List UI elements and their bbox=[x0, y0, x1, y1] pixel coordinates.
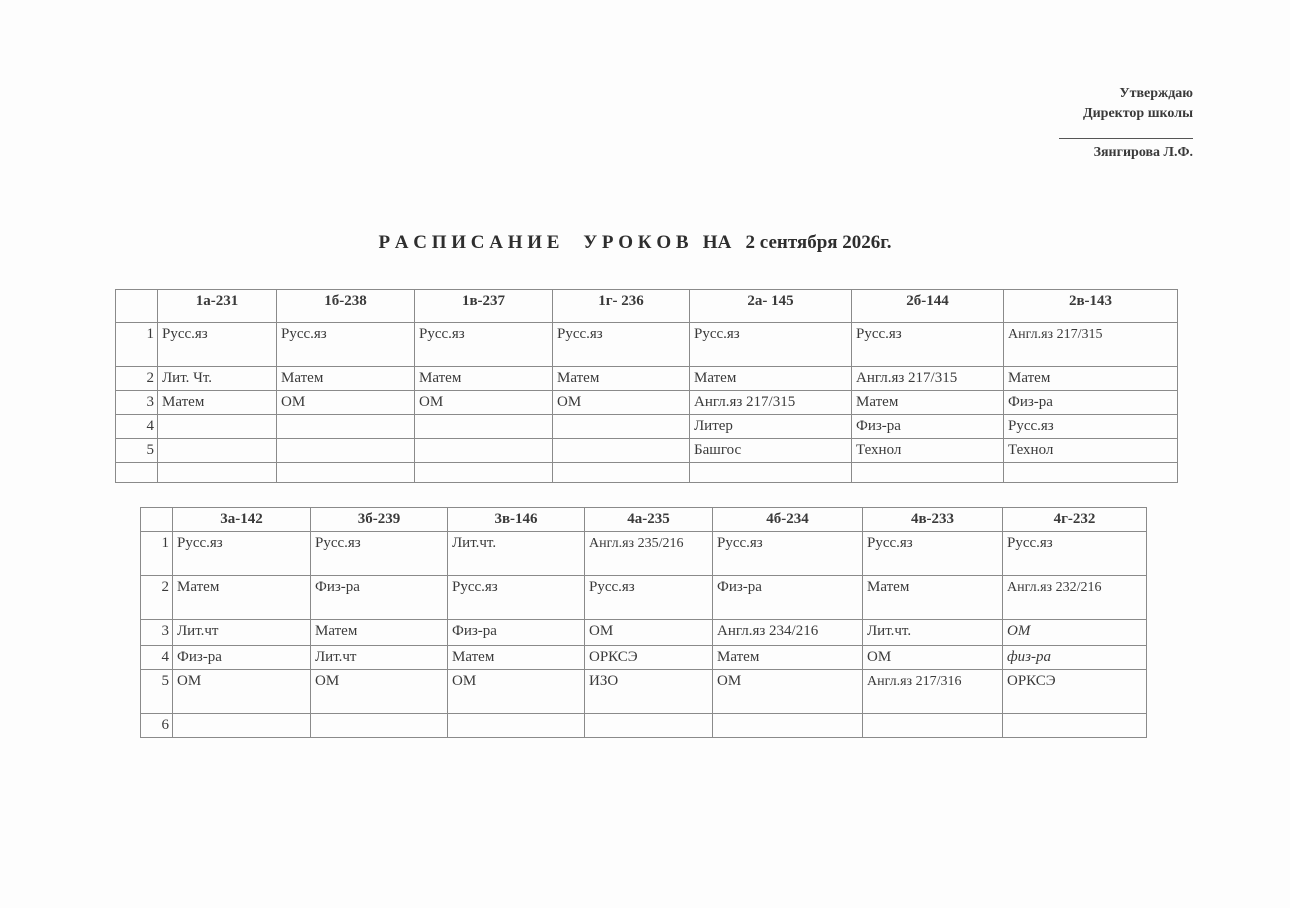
lesson-number: 2 bbox=[116, 367, 158, 391]
header-class: 4а-235 bbox=[585, 508, 713, 532]
subject-cell bbox=[158, 463, 277, 483]
subject-cell bbox=[863, 714, 1003, 738]
subject-cell: Физ-ра bbox=[713, 576, 863, 620]
subject-cell: Англ.яз 217/315 bbox=[852, 367, 1004, 391]
subject-cell: ОМ bbox=[863, 646, 1003, 670]
table-row bbox=[116, 439, 1178, 463]
subject-cell: Физ-ра bbox=[311, 576, 448, 620]
subject-cell bbox=[158, 415, 277, 439]
subject-cell: Физ-ра bbox=[852, 415, 1004, 439]
subject-cell: ОМ bbox=[277, 391, 415, 415]
subject-cell: Русс.яз bbox=[277, 323, 415, 367]
header-class: 3б-239 bbox=[311, 508, 448, 532]
header-class: 4в-233 bbox=[863, 508, 1003, 532]
subject-cell: ОМ bbox=[1003, 620, 1147, 646]
lesson-number: 1 bbox=[141, 532, 173, 576]
approval-signer: Зянгирова Л.Ф. bbox=[1093, 145, 1193, 160]
subject-cell: Литер bbox=[690, 415, 852, 439]
table-row bbox=[141, 576, 1147, 620]
subject-cell: Русс.яз bbox=[585, 576, 713, 620]
subject-cell bbox=[553, 439, 690, 463]
header-class: 1в-237 bbox=[415, 290, 553, 323]
subject-cell: Русс.яз bbox=[1004, 415, 1178, 439]
subject-cell: Матем bbox=[852, 391, 1004, 415]
lesson-number: 5 bbox=[141, 670, 173, 714]
subject-cell: Русс.яз bbox=[863, 532, 1003, 576]
header-class: 1б-238 bbox=[277, 290, 415, 323]
subject-cell bbox=[415, 439, 553, 463]
table-row bbox=[141, 670, 1147, 714]
subject-cell bbox=[277, 463, 415, 483]
subject-cell bbox=[585, 714, 713, 738]
header-class: 1а-231 bbox=[158, 290, 277, 323]
subject-cell: Матем bbox=[448, 646, 585, 670]
header-lesson-number bbox=[141, 508, 173, 532]
subject-cell: Англ.яз 234/216 bbox=[713, 620, 863, 646]
subject-cell: Англ.яз 235/216 bbox=[585, 532, 713, 576]
subject-cell: Англ.яз 217/315 bbox=[1004, 323, 1178, 367]
subject-cell: Русс.яз bbox=[158, 323, 277, 367]
subject-cell bbox=[311, 714, 448, 738]
subject-cell: Матем bbox=[158, 391, 277, 415]
subject-cell: Матем bbox=[713, 646, 863, 670]
subject-cell: Физ-ра bbox=[448, 620, 585, 646]
table-row bbox=[116, 391, 1178, 415]
lesson-number: 3 bbox=[116, 391, 158, 415]
table-row bbox=[141, 714, 1147, 738]
subject-cell bbox=[415, 415, 553, 439]
header-class: 4г-232 bbox=[1003, 508, 1147, 532]
subject-cell bbox=[448, 714, 585, 738]
subject-cell: Лит.чт bbox=[173, 620, 311, 646]
subject-cell: Матем bbox=[863, 576, 1003, 620]
subject-cell: ОМ bbox=[585, 620, 713, 646]
subject-cell: ИЗО bbox=[585, 670, 713, 714]
schedule-table-grades-1-2 bbox=[115, 289, 1178, 483]
subject-cell bbox=[713, 714, 863, 738]
subject-cell: ОМ bbox=[311, 670, 448, 714]
subject-cell bbox=[277, 439, 415, 463]
subject-cell: Матем bbox=[173, 576, 311, 620]
header-class: 3а-142 bbox=[173, 508, 311, 532]
header-class: 4б-234 bbox=[713, 508, 863, 532]
subject-cell: Русс.яз bbox=[173, 532, 311, 576]
subject-cell: Русс.яз bbox=[448, 576, 585, 620]
subject-cell: Русс.яз bbox=[1003, 532, 1147, 576]
subject-cell: Русс.яз bbox=[690, 323, 852, 367]
subject-cell: Русс.яз bbox=[553, 323, 690, 367]
subject-cell: физ-ра bbox=[1003, 646, 1147, 670]
lesson-number: 6 bbox=[141, 714, 173, 738]
table-header-row bbox=[116, 290, 1178, 323]
header-class: 2в-143 bbox=[1004, 290, 1178, 323]
subject-cell: Англ.яз 217/316 bbox=[863, 670, 1003, 714]
subject-cell: Матем bbox=[311, 620, 448, 646]
subject-cell: Лит.чт. bbox=[863, 620, 1003, 646]
lesson-number: 4 bbox=[116, 415, 158, 439]
subject-cell bbox=[690, 463, 852, 483]
subject-cell: Англ.яз 217/315 bbox=[690, 391, 852, 415]
subject-cell: ОМ bbox=[553, 391, 690, 415]
subject-cell bbox=[553, 415, 690, 439]
table-row bbox=[116, 463, 1178, 483]
lesson-number: 5 bbox=[116, 439, 158, 463]
lesson-number bbox=[116, 463, 158, 483]
subject-cell bbox=[415, 463, 553, 483]
table-row bbox=[141, 620, 1147, 646]
header-class: 2а- 145 bbox=[690, 290, 852, 323]
subject-cell: Лит. Чт. bbox=[158, 367, 277, 391]
schedule-table-grades-3-4 bbox=[140, 507, 1147, 738]
subject-cell: Англ.яз 232/216 bbox=[1003, 576, 1147, 620]
approval-line-director: Директор школы bbox=[1082, 106, 1193, 121]
subject-cell: ОМ bbox=[415, 391, 553, 415]
header-class: 1г- 236 bbox=[553, 290, 690, 323]
subject-cell: Матем bbox=[415, 367, 553, 391]
subject-cell: Русс.яз bbox=[311, 532, 448, 576]
subject-cell: Матем bbox=[1004, 367, 1178, 391]
subject-cell: Технол bbox=[1004, 439, 1178, 463]
table-row bbox=[116, 323, 1178, 367]
subject-cell bbox=[1003, 714, 1147, 738]
header-class: 2б-144 bbox=[852, 290, 1004, 323]
subject-cell bbox=[1004, 463, 1178, 483]
subject-cell bbox=[852, 463, 1004, 483]
subject-cell: Русс.яз bbox=[415, 323, 553, 367]
approval-line-approve: Утверждаю bbox=[1119, 86, 1193, 101]
subject-cell: Матем bbox=[690, 367, 852, 391]
table-row bbox=[116, 415, 1178, 439]
lesson-number: 1 bbox=[116, 323, 158, 367]
subject-cell: Физ-ра bbox=[1004, 391, 1178, 415]
subject-cell: ОРКСЭ bbox=[1003, 670, 1147, 714]
lesson-number: 2 bbox=[141, 576, 173, 620]
lesson-number: 3 bbox=[141, 620, 173, 646]
subject-cell: ОМ bbox=[448, 670, 585, 714]
subject-cell bbox=[158, 439, 277, 463]
signature-line bbox=[1059, 138, 1193, 139]
header-lesson-number bbox=[116, 290, 158, 323]
subject-cell bbox=[277, 415, 415, 439]
lesson-number: 4 bbox=[141, 646, 173, 670]
subject-cell: Технол bbox=[852, 439, 1004, 463]
subject-cell: ОМ bbox=[713, 670, 863, 714]
subject-cell: Русс.яз bbox=[713, 532, 863, 576]
subject-cell: Русс.яз bbox=[852, 323, 1004, 367]
subject-cell: Матем bbox=[553, 367, 690, 391]
approval-block bbox=[993, 84, 1193, 163]
table-row bbox=[141, 532, 1147, 576]
subject-cell: Лит.чт. bbox=[448, 532, 585, 576]
subject-cell: Лит.чт bbox=[311, 646, 448, 670]
subject-cell bbox=[173, 714, 311, 738]
page-title: Р А С П И С А Н И Е У Р О К О В НА 2 сентября 2026г. bbox=[378, 232, 892, 253]
table-header-row bbox=[141, 508, 1147, 532]
table-row bbox=[116, 367, 1178, 391]
subject-cell: Физ-ра bbox=[173, 646, 311, 670]
subject-cell: ОРКСЭ bbox=[585, 646, 713, 670]
table-row bbox=[141, 646, 1147, 670]
subject-cell bbox=[553, 463, 690, 483]
subject-cell: Башгос bbox=[690, 439, 852, 463]
header-class: 3в-146 bbox=[448, 508, 585, 532]
subject-cell: ОМ bbox=[173, 670, 311, 714]
subject-cell: Матем bbox=[277, 367, 415, 391]
